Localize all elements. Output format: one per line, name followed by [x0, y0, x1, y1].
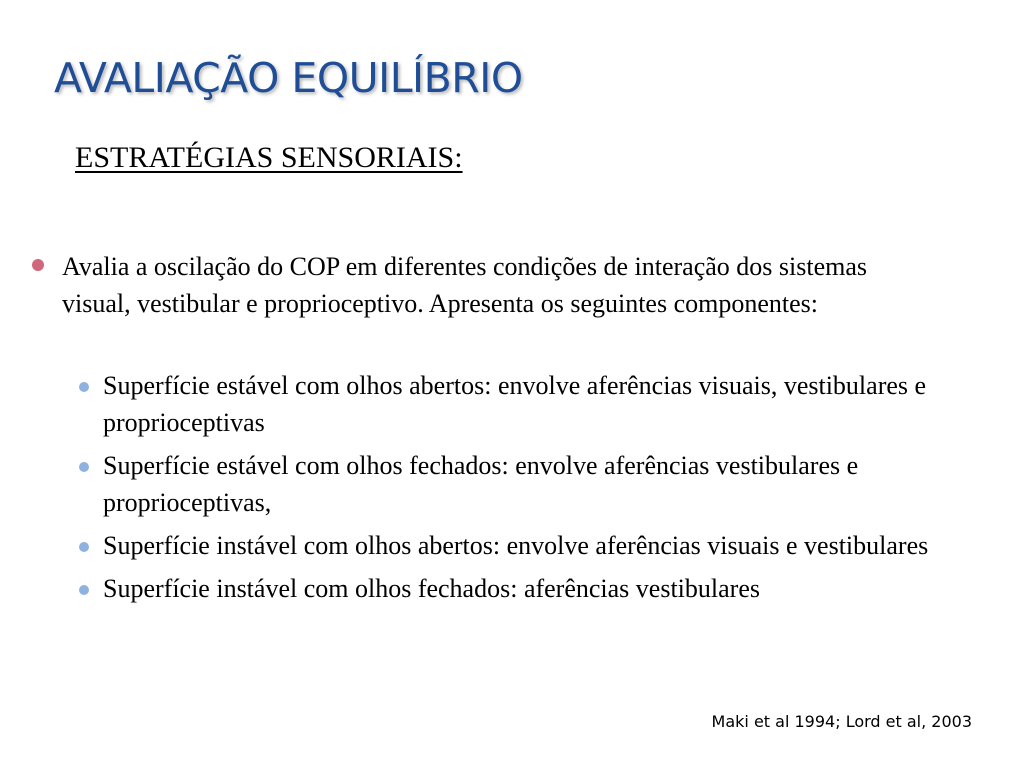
- sub-bullet-text: Superfície instável com olhos fechados: aferências vestibulares: [103, 574, 760, 603]
- sub-bullet-dot-icon: [79, 542, 89, 552]
- main-bullet: [62, 248, 942, 322]
- sub-bullet-dot-icon: [79, 585, 89, 595]
- sub-bullet-item: [103, 447, 983, 521]
- sub-bullet-text: Superfície instável com olhos abertos: envolve aferências visuais e vestibulares: [103, 531, 929, 560]
- sub-bullet-item: [103, 367, 983, 441]
- main-bullet-text: Avalia a oscilação do COP em diferentes condições de interação dos sistemas visual, vestibular e proprioceptivo. Apresenta os seguintes componentes:: [62, 252, 868, 318]
- sub-bullet-dot-icon: [79, 462, 89, 472]
- slide-subtitle: ESTRATÉGIAS SENSORIAIS:: [75, 141, 463, 174]
- sub-bullet-text: Superfície estável com olhos fechados: envolve aferências vestibulares e proprioceptivas,: [103, 451, 859, 517]
- slide-title: AVALIAÇÃO EQUILÍBRIO: [54, 54, 523, 102]
- sub-bullet-item: [103, 527, 983, 564]
- sub-bullet-text: Superfície estável com olhos abertos: envolve aferências visuais, vestibulares e proprioceptivas: [103, 371, 927, 437]
- sub-bullet-dot-icon: [79, 382, 89, 392]
- bullet-dot-icon: [32, 259, 44, 271]
- sub-bullet-list: [103, 367, 983, 613]
- sub-bullet-item: [103, 570, 983, 607]
- citation: Maki et al 1994; Lord et al, 2003: [711, 712, 972, 731]
